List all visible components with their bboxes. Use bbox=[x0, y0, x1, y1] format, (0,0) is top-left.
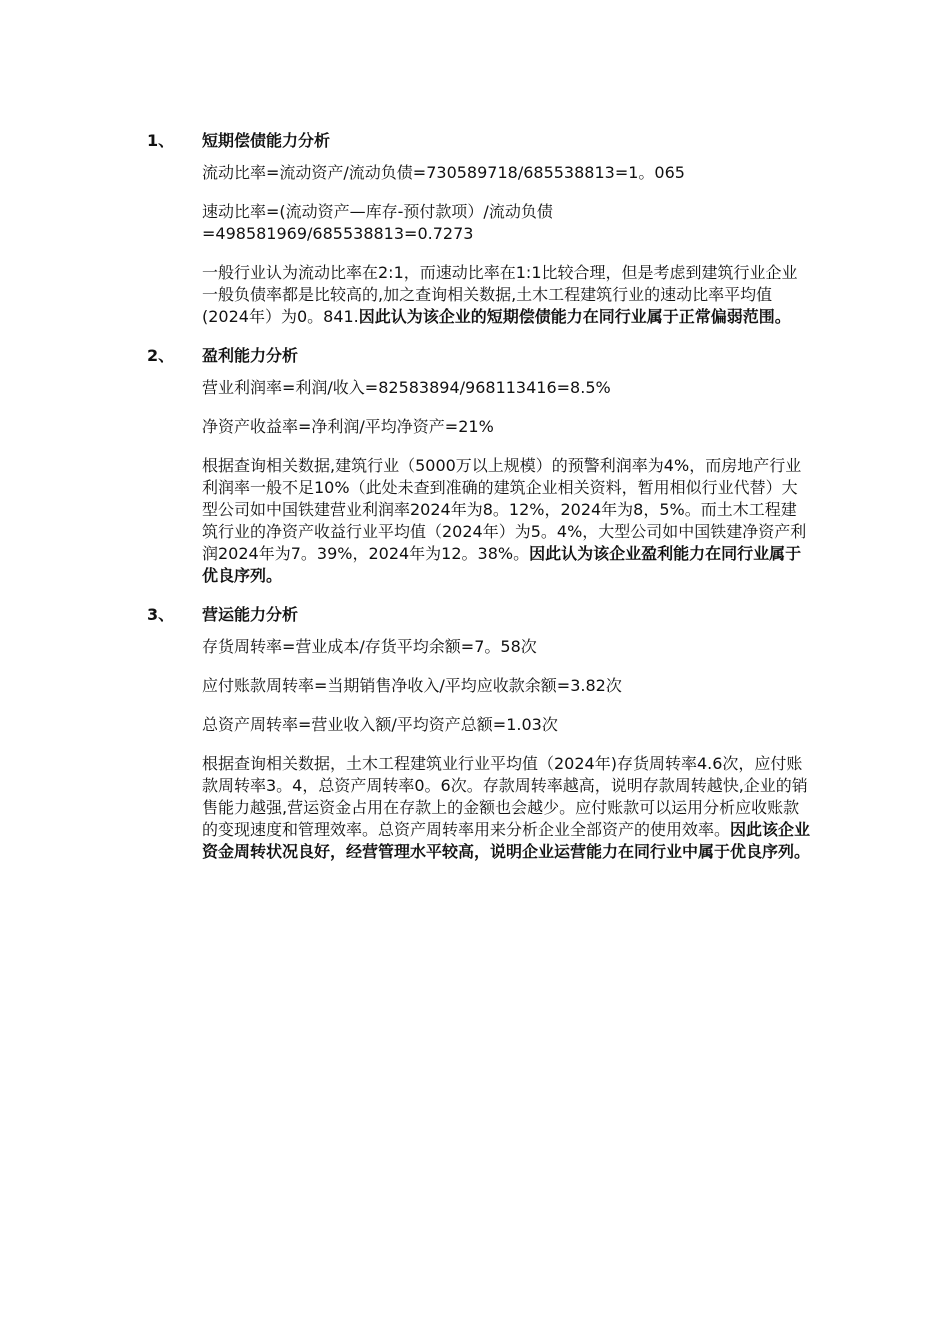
inventory-turnover-formula bbox=[202, 636, 812, 658]
section-heading bbox=[147, 602, 827, 626]
asset-turnover-formula bbox=[202, 714, 812, 736]
paragraph-conclusion: 因此认为该企业的短期偿债能力在同行业属于正常偏弱范围。 bbox=[358, 307, 791, 326]
section-body bbox=[202, 162, 812, 328]
paragraph-text: 营业利润率=利润/收入=82583894/968113416=8.5% bbox=[202, 378, 611, 397]
section-profitability bbox=[147, 343, 827, 587]
section-short-term-solvency bbox=[147, 0, 827, 328]
quick-ratio-formula bbox=[202, 201, 812, 245]
section-title: 短期偿债能力分析 bbox=[202, 131, 331, 150]
section-heading bbox=[147, 343, 827, 367]
operating-margin-formula bbox=[202, 377, 812, 399]
paragraph-text: 总资产周转率=营业收入额/平均资产总额=1.03次 bbox=[202, 715, 558, 734]
paragraph-conclusion: 因此该企业资金周转状况良好，经营管理水平较高，说明企业运营能力在同行业中属于优良序列。 bbox=[202, 820, 811, 861]
paragraph-text: 根据查询相关数据,建筑行业（5000万以上规模）的预警利润率为4%，而房地产行业利润率一般不足10%（此处未查到准确的建筑企业相关资料，暂用相似行业代替）大型公司如中国铁建营业利润率2024年为8。12%，2024年为8，5%。而土木工程建筑行业的净资产收益行业平均值（2024年）为5。4%，大型公司如中国铁建净资产利润2024年为7。39%，2024年为12。38%。 bbox=[202, 456, 807, 563]
profitability-conclusion-paragraph bbox=[202, 455, 812, 587]
operating-conclusion-paragraph bbox=[202, 753, 812, 863]
paragraph-text: 根据查询相关数据，土木工程建筑业行业平均值（2024年)存货周转率4.6次，应付账款周转率3。4，总资产周转率0。6次。存款周转率越高，说明存款周转越快,企业的销售能力越强,营运资金占用在存款上的金额也会越少。应付账款可以运用分析应收账款的变现速度和管理效率。总资产周转率用来分析企业全部资产的使用效率。 bbox=[202, 754, 808, 839]
paragraph-text: 净资产收益率=净利润/平均净资产=21% bbox=[202, 417, 494, 436]
section-title: 营运能力分析 bbox=[202, 605, 299, 624]
roe-formula bbox=[202, 416, 812, 438]
paragraph-text: 存货周转率=营业成本/存货平均余额=7。58次 bbox=[202, 637, 537, 656]
solvency-conclusion-paragraph bbox=[202, 262, 812, 328]
paragraph-text: 应付账款周转率=当期销售净收入/平均应收款余额=3.82次 bbox=[202, 676, 622, 695]
section-number: 3、 bbox=[147, 605, 175, 624]
section-number: 2、 bbox=[147, 346, 175, 365]
payables-turnover-formula bbox=[202, 675, 812, 697]
current-ratio-formula bbox=[202, 162, 812, 184]
paragraph-text: 速动比率=(流动资产—库存-预付款项）/流动负债=498581969/685538813=0.7273 bbox=[202, 202, 553, 243]
paragraph-conclusion: 因此认为该企业盈利能力在同行业属于优良序列。 bbox=[202, 544, 802, 585]
paragraph-text: 流动比率=流动资产/流动负债=730589718/685538813=1。065 bbox=[202, 163, 685, 182]
section-number: 1、 bbox=[147, 131, 175, 150]
section-body bbox=[202, 377, 812, 587]
section-body bbox=[202, 636, 812, 863]
paragraph-text: 一般行业认为流动比率在2:1，而速动比率在1:1比较合理，但是考虑到建筑行业企业一般负债率都是比较高的,加之查询相关数据,土木工程建筑行业的速动比率平均值(2024年）为0。841. bbox=[202, 263, 798, 326]
section-heading bbox=[147, 128, 827, 152]
section-operating-capacity bbox=[147, 602, 827, 863]
section-title: 盈利能力分析 bbox=[202, 346, 299, 365]
